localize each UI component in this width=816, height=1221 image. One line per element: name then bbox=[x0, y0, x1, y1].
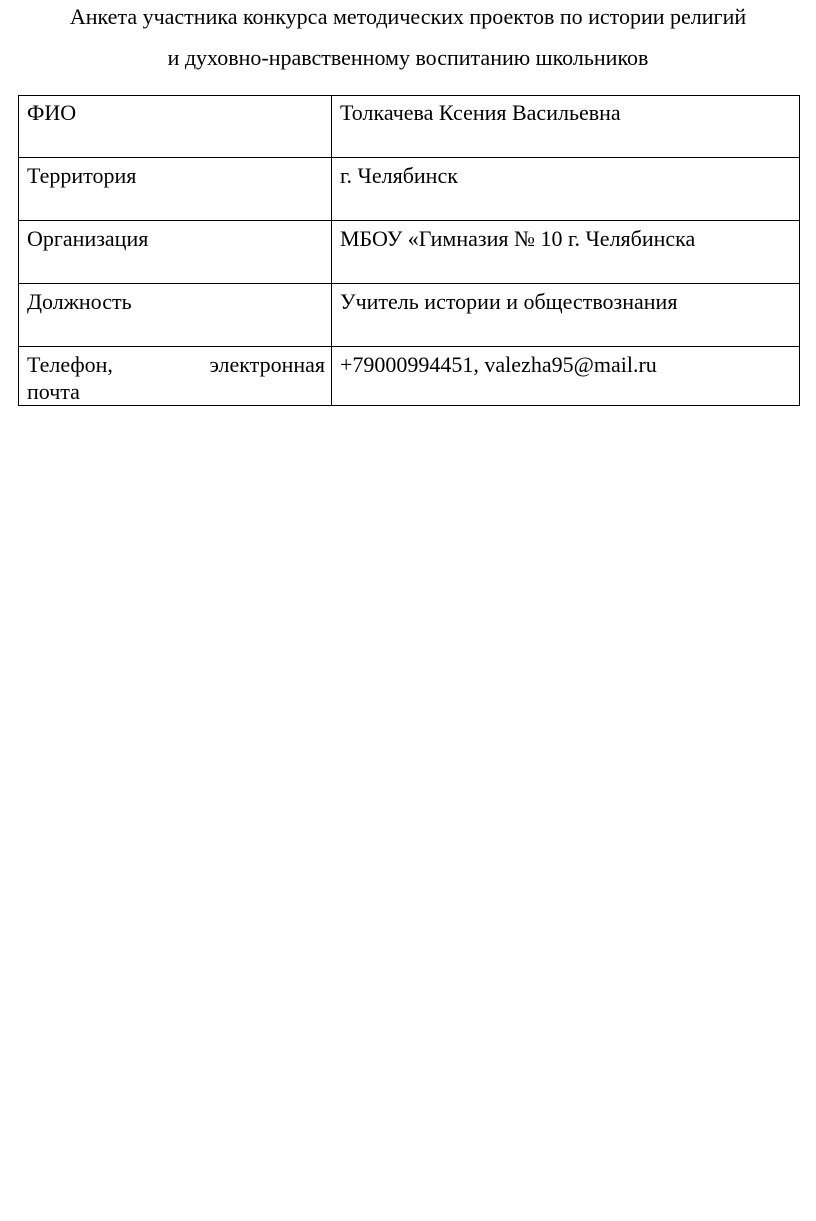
field-value-position: Учитель истории и обществознания bbox=[332, 284, 800, 347]
field-label-contacts bbox=[19, 347, 332, 406]
field-value-contacts: +79000994451, valezha95@mail.ru bbox=[332, 347, 800, 406]
field-label-contacts-line-1 bbox=[27, 351, 325, 378]
table-row bbox=[19, 284, 800, 347]
document-title-line-1: Анкета участника конкурса методических проектов по истории религий bbox=[69, 4, 747, 29]
table-row bbox=[19, 221, 800, 284]
field-label-territory: Территория bbox=[19, 158, 332, 221]
field-label-position: Должность bbox=[19, 284, 332, 347]
field-label-contacts-line-2: почта bbox=[27, 379, 80, 404]
field-label-contacts-email: электронная bbox=[209, 352, 325, 377]
table-row bbox=[19, 347, 800, 406]
document-title-line-2: и духовно-нравственному воспитанию школьников bbox=[167, 45, 649, 70]
field-label-name: ФИО bbox=[19, 96, 332, 158]
field-label-contacts-phone: Телефон, bbox=[27, 352, 113, 377]
table-row bbox=[19, 158, 800, 221]
participant-form-table bbox=[18, 95, 800, 406]
field-value-organization: МБОУ «Гимназия № 10 г. Челябинска bbox=[332, 221, 800, 284]
field-value-name: Толкачева Ксения Васильевна bbox=[332, 96, 800, 158]
field-value-territory: г. Челябинск bbox=[332, 158, 800, 221]
table-row bbox=[19, 96, 800, 158]
field-label-organization: Организация bbox=[19, 221, 332, 284]
